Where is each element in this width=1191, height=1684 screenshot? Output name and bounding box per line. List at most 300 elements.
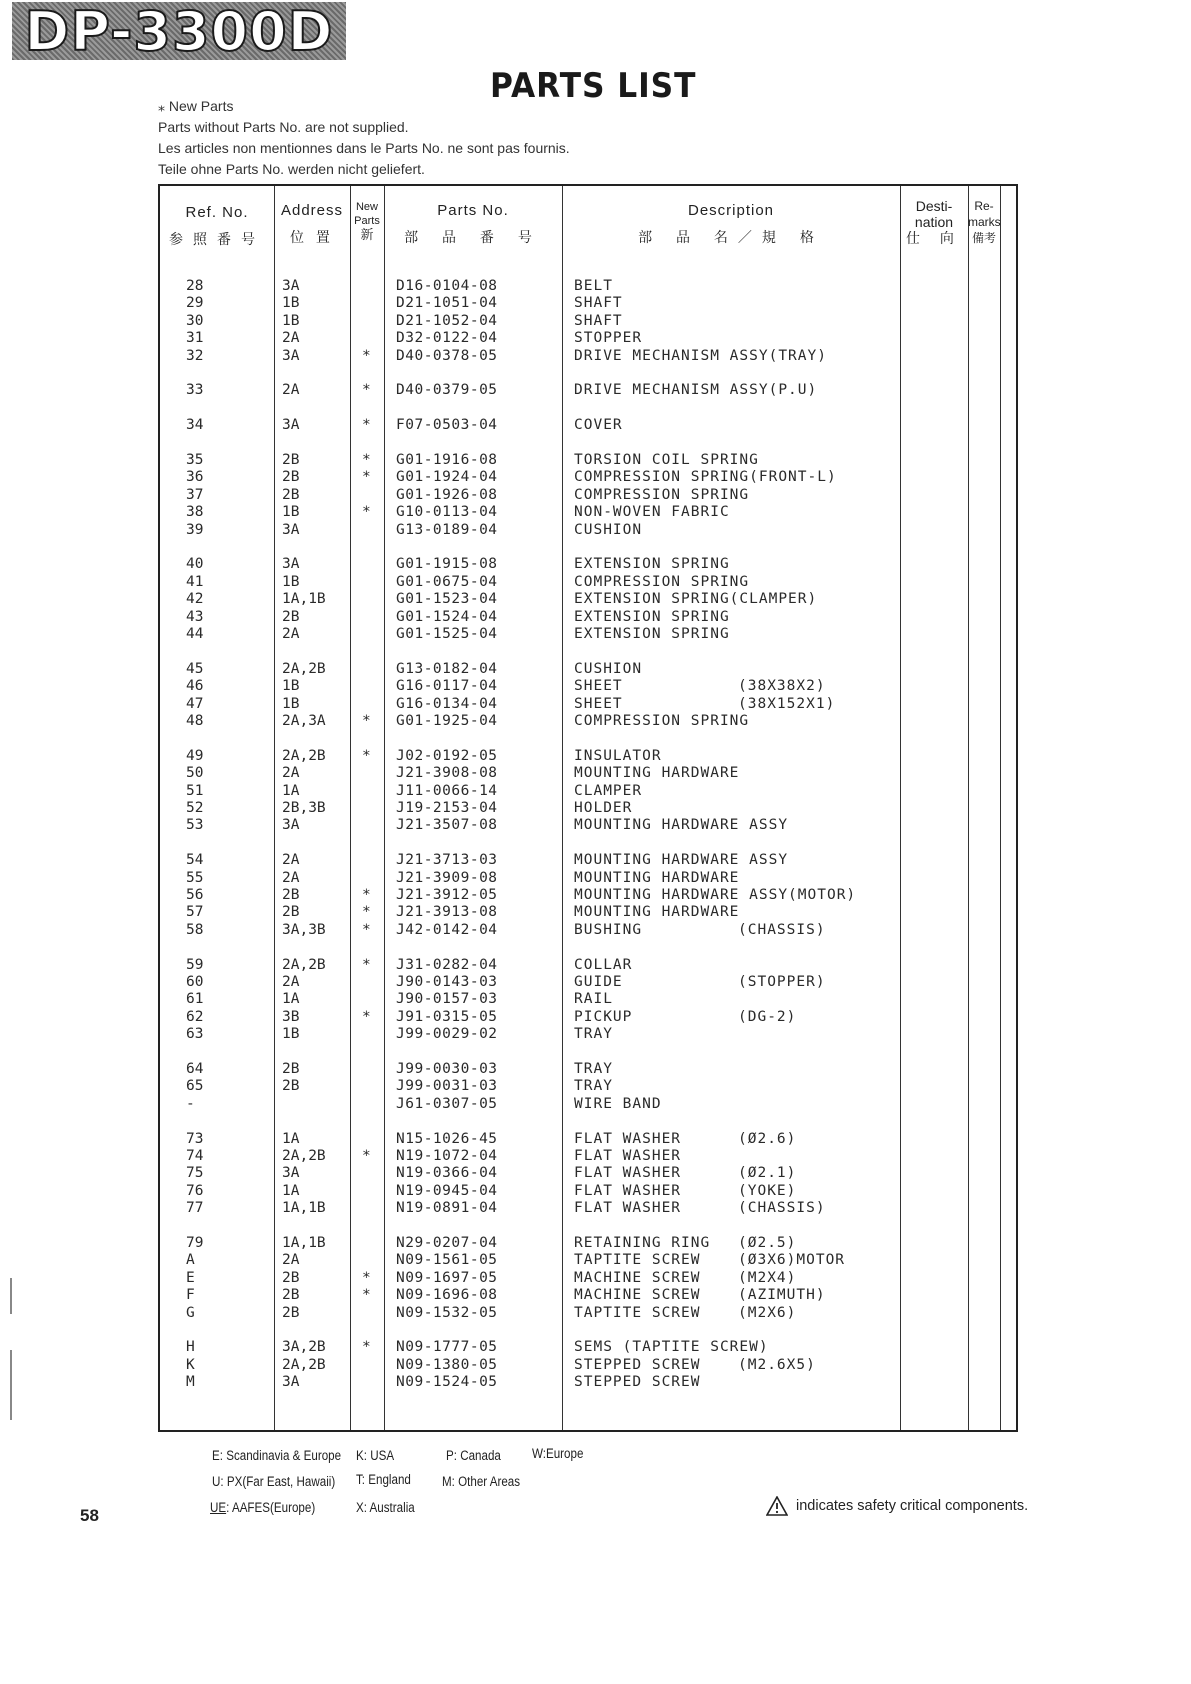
new-parts-cell: * xyxy=(362,921,371,938)
parts-no-cell: J21-3912-05 xyxy=(396,887,498,903)
header-destination: Desti- nation 仕 向 xyxy=(906,198,962,246)
ref-cell: 34 xyxy=(186,417,204,434)
scan-mark xyxy=(10,1278,12,1314)
parts-no-cell: D21-1051-04 xyxy=(396,295,498,312)
description-cell: COVER xyxy=(574,417,623,434)
parts-no-cell: G10-0113-04 xyxy=(396,504,498,521)
parts-no-cell: D16-0104-08 xyxy=(396,278,498,294)
table-row xyxy=(160,609,1016,626)
ref-cell: 62 xyxy=(186,1008,204,1025)
spec-cell: (STOPPER) xyxy=(738,974,826,990)
table-row xyxy=(160,469,1016,486)
ref-cell: 77 xyxy=(186,1200,204,1217)
parts-no-cell: J91-0315-05 xyxy=(396,1008,498,1025)
table-row xyxy=(160,522,1016,539)
description-cell: TAPTITE SCREW xyxy=(574,1304,701,1321)
parts-no-cell: N09-1532-05 xyxy=(396,1304,498,1321)
description-cell: MOUNTING HARDWARE xyxy=(574,765,740,782)
description-cell: MOUNTING HARDWARE ASSY(MOTOR) xyxy=(574,887,857,903)
description-cell: STEPPED SCREW xyxy=(574,1374,701,1391)
parts-no-cell: D32-0122-04 xyxy=(396,330,498,347)
ref-cell: 29 xyxy=(186,295,204,312)
table-row xyxy=(160,748,1016,765)
description-cell: EXTENSION SPRING xyxy=(574,556,730,573)
legend-w: W:Europe xyxy=(532,1446,584,1461)
parts-no-cell: D40-0378-05 xyxy=(396,347,498,364)
description-cell: GUIDE xyxy=(574,974,623,990)
ref-cell: - xyxy=(186,1095,195,1112)
address-cell: 2B xyxy=(282,452,300,468)
address-cell: 2A,2B xyxy=(282,1356,326,1373)
table-row xyxy=(160,626,1016,643)
ref-cell: 36 xyxy=(186,469,204,486)
description-cell: EXTENSION SPRING xyxy=(574,608,730,625)
description-cell: COMPRESSION SPRING xyxy=(574,486,750,503)
address-cell: 3A xyxy=(282,417,300,434)
address-cell: 1A xyxy=(282,1182,300,1199)
table-row xyxy=(160,1305,1016,1322)
description-cell: TRAY xyxy=(574,1026,613,1043)
new-parts-cell: * xyxy=(362,713,371,729)
description-cell: MACHINE SCREW xyxy=(574,1269,701,1286)
ref-cell: 54 xyxy=(186,852,204,869)
table-row xyxy=(160,713,1016,730)
table-row xyxy=(160,1270,1016,1287)
parts-no-cell: G01-1524-04 xyxy=(396,608,498,625)
description-cell: SHAFT xyxy=(574,295,623,312)
table-row xyxy=(160,852,1016,869)
table-row xyxy=(160,1165,1016,1182)
legend-t: T: England xyxy=(356,1472,411,1487)
new-parts-cell: * xyxy=(362,1008,371,1025)
new-parts-cell: * xyxy=(362,956,371,973)
address-cell: 2A,3A xyxy=(282,713,326,729)
ref-cell: M xyxy=(186,1374,195,1391)
new-parts-cell: * xyxy=(362,382,371,399)
description-cell: TAPTITE SCREW xyxy=(574,1252,701,1269)
description-cell: TORSION COIL SPRING xyxy=(574,452,759,468)
address-cell: 2A xyxy=(282,765,300,782)
ref-cell: 57 xyxy=(186,904,204,921)
description-cell: COMPRESSION SPRING(FRONT-L) xyxy=(574,469,837,486)
ref-cell: E xyxy=(186,1269,195,1286)
ref-cell: 79 xyxy=(186,1235,204,1251)
address-cell: 2B,3B xyxy=(282,800,326,816)
parts-no-cell: G01-1525-04 xyxy=(396,626,498,642)
description-cell: MOUNTING HARDWARE ASSY xyxy=(574,817,789,834)
ref-cell: 51 xyxy=(186,782,204,799)
description-cell: BELT xyxy=(574,278,613,294)
legend-p: P: Canada xyxy=(446,1448,501,1463)
description-cell: RETAINING RING xyxy=(574,1235,711,1251)
new-parts-cell: * xyxy=(362,747,371,764)
description-cell: SEMS (TAPTITE SCREW) xyxy=(574,1339,769,1356)
ref-cell: 75 xyxy=(186,1165,204,1182)
address-cell: 2B xyxy=(282,887,300,903)
ref-cell: 28 xyxy=(186,278,204,294)
table-row xyxy=(160,887,1016,904)
header-remarks: Re- marks 備考 xyxy=(968,199,1001,245)
description-cell: RAIL xyxy=(574,991,613,1008)
ref-cell: 42 xyxy=(186,591,204,608)
spec-cell: (Ø2.5) xyxy=(738,1235,797,1251)
address-cell: 1B xyxy=(282,573,300,590)
description-cell: FLAT WASHER xyxy=(574,1130,682,1147)
description-cell: MOUNTING HARDWARE xyxy=(574,904,740,921)
table-row xyxy=(160,278,1016,295)
address-cell: 3A xyxy=(282,1165,300,1182)
address-cell: 1B xyxy=(282,504,300,521)
parts-no-cell: G13-0189-04 xyxy=(396,521,498,538)
description-cell: MOUNTING HARDWARE ASSY xyxy=(574,852,789,869)
model-badge xyxy=(12,0,346,63)
parts-no-cell: G16-0134-04 xyxy=(396,695,498,712)
description-cell: INSULATOR xyxy=(574,747,662,764)
address-cell: 3B xyxy=(282,1008,300,1025)
ref-cell: 56 xyxy=(186,887,204,903)
parts-no-cell: J21-3913-08 xyxy=(396,904,498,921)
note-fr: Les articles non mentionnes dans le Parts No. ne sont pas fournis. xyxy=(158,140,570,156)
parts-no-cell: N09-1561-05 xyxy=(396,1252,498,1269)
ref-cell: 30 xyxy=(186,312,204,329)
description-cell: SHAFT xyxy=(574,312,623,329)
table-row xyxy=(160,1235,1016,1252)
parts-no-cell: N29-0207-04 xyxy=(396,1235,498,1251)
notes xyxy=(158,96,570,180)
table-row xyxy=(160,922,1016,939)
ref-cell: 40 xyxy=(186,556,204,573)
address-cell: 2A,2B xyxy=(282,747,326,764)
parts-no-cell: N09-1697-05 xyxy=(396,1269,498,1286)
parts-no-cell: J21-3507-08 xyxy=(396,817,498,834)
description-cell: FLAT WASHER xyxy=(574,1165,682,1182)
description-cell: NON-WOVEN FABRIC xyxy=(574,504,730,521)
table-row xyxy=(160,1357,1016,1374)
parts-no-cell: N09-1524-05 xyxy=(396,1374,498,1391)
legend-x: X: Australia xyxy=(356,1500,415,1515)
ref-cell: 53 xyxy=(186,817,204,834)
new-parts-cell: * xyxy=(362,887,371,903)
address-cell: 3A,2B xyxy=(282,1339,326,1356)
ref-cell: 55 xyxy=(186,869,204,886)
address-cell: 1A,1B xyxy=(282,1235,326,1251)
parts-no-cell: J21-3908-08 xyxy=(396,765,498,782)
parts-no-cell: N09-1380-05 xyxy=(396,1356,498,1373)
parts-no-cell: J11-0066-14 xyxy=(396,782,498,799)
table-row xyxy=(160,330,1016,347)
address-cell: 2B xyxy=(282,904,300,921)
parts-no-cell: G13-0182-04 xyxy=(396,660,498,677)
parts-table xyxy=(158,184,1018,1432)
safety-text: indicates safety critical components. xyxy=(796,1498,1029,1514)
address-cell: 3A xyxy=(282,556,300,573)
description-cell: EXTENSION SPRING(CLAMPER) xyxy=(574,591,818,608)
description-cell: STOPPER xyxy=(574,330,643,347)
address-cell: 2A xyxy=(282,869,300,886)
ref-cell: 52 xyxy=(186,800,204,816)
ref-cell: 41 xyxy=(186,573,204,590)
address-cell: 2A,2B xyxy=(282,660,326,677)
table-row xyxy=(160,974,1016,991)
table-row xyxy=(160,1287,1016,1304)
legend-m: M: Other Areas xyxy=(442,1474,521,1489)
ref-cell: 49 xyxy=(186,747,204,764)
description-cell: EXTENSION SPRING xyxy=(574,626,730,642)
description-cell: CUSHION xyxy=(574,521,643,538)
parts-no-cell: G01-1523-04 xyxy=(396,591,498,608)
parts-no-cell: G01-0675-04 xyxy=(396,573,498,590)
address-cell: 2A xyxy=(282,626,300,642)
new-parts-cell: * xyxy=(362,1269,371,1286)
ref-cell: 31 xyxy=(186,330,204,347)
description-cell: PICKUP xyxy=(574,1008,633,1025)
address-cell: 2A xyxy=(282,382,300,399)
new-parts-cell: * xyxy=(362,417,371,434)
table-row xyxy=(160,800,1016,817)
spec-cell: (M2X4) xyxy=(738,1269,797,1286)
ref-cell: 35 xyxy=(186,452,204,468)
spec-cell: (Ø2.6) xyxy=(738,1130,797,1147)
parts-no-cell: G01-1916-08 xyxy=(396,452,498,468)
table-row xyxy=(160,417,1016,434)
table-row xyxy=(160,991,1016,1008)
parts-no-cell: N09-1777-05 xyxy=(396,1339,498,1356)
description-cell: DRIVE MECHANISM ASSY(TRAY) xyxy=(574,347,827,364)
spec-cell: (CHASSIS) xyxy=(738,1200,826,1217)
address-cell: 1B xyxy=(282,312,300,329)
ref-cell: 39 xyxy=(186,521,204,538)
parts-no-cell: J42-0142-04 xyxy=(396,921,498,938)
table-row xyxy=(160,696,1016,713)
new-parts-cell: * xyxy=(362,347,371,364)
ref-cell: 50 xyxy=(186,765,204,782)
table-row xyxy=(160,783,1016,800)
ref-cell: 73 xyxy=(186,1130,204,1147)
address-cell: 2B xyxy=(282,1078,300,1095)
ref-cell: 45 xyxy=(186,660,204,677)
address-cell: 2A,2B xyxy=(282,1148,326,1164)
address-cell: 2A xyxy=(282,330,300,347)
parts-no-cell: N09-1696-08 xyxy=(396,1287,498,1304)
new-parts-cell: * xyxy=(362,1148,371,1164)
table-row xyxy=(160,904,1016,921)
ref-cell: 44 xyxy=(186,626,204,642)
address-cell: 1B xyxy=(282,695,300,712)
parts-no-cell: J61-0307-05 xyxy=(396,1095,498,1112)
spec-cell: (M2.6X5) xyxy=(738,1356,816,1373)
description-cell: DRIVE MECHANISM ASSY(P.U) xyxy=(574,382,818,399)
header-new-parts: New Parts 新 xyxy=(354,201,380,242)
parts-no-cell: G01-1926-08 xyxy=(396,486,498,503)
ref-cell: 65 xyxy=(186,1078,204,1095)
description-cell: TRAY xyxy=(574,1078,613,1095)
table-row xyxy=(160,1200,1016,1217)
new-parts-cell: * xyxy=(362,452,371,468)
spec-cell: (AZIMUTH) xyxy=(738,1287,826,1304)
note-en: Parts without Parts No. are not supplied. xyxy=(158,119,409,135)
address-cell: 2A xyxy=(282,974,300,990)
address-cell: 3A xyxy=(282,278,300,294)
page-number: 58 xyxy=(80,1506,99,1525)
ref-cell: 43 xyxy=(186,608,204,625)
ref-cell: 46 xyxy=(186,678,204,695)
address-cell: 2B xyxy=(282,1061,300,1077)
model-name: DP-3300D xyxy=(24,0,334,63)
address-cell: 1A xyxy=(282,1130,300,1147)
table-row xyxy=(160,678,1016,695)
parts-no-cell: D21-1052-04 xyxy=(396,312,498,329)
address-cell: 1A,1B xyxy=(282,591,326,608)
parts-no-cell: N19-0891-04 xyxy=(396,1200,498,1217)
description-cell: HOLDER xyxy=(574,800,633,816)
table-row xyxy=(160,313,1016,330)
table-row xyxy=(160,870,1016,887)
description-cell: COMPRESSION SPRING xyxy=(574,713,750,729)
ref-cell: 60 xyxy=(186,974,204,990)
spec-cell: (YOKE) xyxy=(738,1182,797,1199)
ref-cell: 58 xyxy=(186,921,204,938)
parts-no-cell: N19-0366-04 xyxy=(396,1165,498,1182)
parts-no-cell: D40-0379-05 xyxy=(396,382,498,399)
table-row xyxy=(160,295,1016,312)
parts-no-cell: F07-0503-04 xyxy=(396,417,498,434)
ref-cell: 76 xyxy=(186,1182,204,1199)
address-cell: 2B xyxy=(282,486,300,503)
description-cell: MACHINE SCREW xyxy=(574,1287,701,1304)
spec-cell: (Ø3X6)MOTOR xyxy=(738,1252,846,1269)
ref-cell: 48 xyxy=(186,713,204,729)
address-cell: 2A xyxy=(282,1252,300,1269)
new-parts-cell: * xyxy=(362,904,371,921)
parts-no-cell: J99-0029-02 xyxy=(396,1026,498,1043)
note-de: Teile ohne Parts No. werden nicht geliefert. xyxy=(158,161,425,177)
note-new-parts: ⁎ New Parts xyxy=(158,98,234,114)
address-cell: 2A,2B xyxy=(282,956,326,973)
ref-cell: 59 xyxy=(186,956,204,973)
new-parts-cell: * xyxy=(362,1287,371,1304)
table-row xyxy=(160,1026,1016,1043)
address-cell: 1B xyxy=(282,678,300,695)
address-cell: 3A xyxy=(282,817,300,834)
spec-cell: (DG-2) xyxy=(738,1008,797,1025)
table-row xyxy=(160,765,1016,782)
ref-cell: 37 xyxy=(186,486,204,503)
parts-no-cell: J02-0192-05 xyxy=(396,747,498,764)
table-row xyxy=(160,348,1016,365)
table-row xyxy=(160,487,1016,504)
parts-no-cell: J21-3713-03 xyxy=(396,852,498,869)
table-row xyxy=(160,1148,1016,1165)
ref-cell: G xyxy=(186,1304,195,1321)
parts-no-cell: G01-1925-04 xyxy=(396,713,498,729)
header-address: Address 位 置 xyxy=(280,202,344,245)
new-parts-cell: * xyxy=(362,1339,371,1356)
parts-no-cell: J31-0282-04 xyxy=(396,956,498,973)
ref-cell: 32 xyxy=(186,347,204,364)
address-cell: 2B xyxy=(282,608,300,625)
legend-k: K: USA xyxy=(356,1448,395,1463)
parts-no-cell: J19-2153-04 xyxy=(396,800,498,816)
parts-no-cell: J99-0030-03 xyxy=(396,1061,498,1077)
description-cell: STEPPED SCREW xyxy=(574,1356,701,1373)
description-cell: BUSHING xyxy=(574,921,643,938)
table-row xyxy=(160,1339,1016,1356)
description-cell: WIRE BAND xyxy=(574,1095,662,1112)
parts-no-cell: G16-0117-04 xyxy=(396,678,498,695)
ref-cell: 33 xyxy=(186,382,204,399)
description-cell: MOUNTING HARDWARE xyxy=(574,869,740,886)
address-cell: 1B xyxy=(282,295,300,312)
ref-cell: A xyxy=(186,1252,195,1269)
table-row xyxy=(160,1374,1016,1391)
address-cell: 3A xyxy=(282,1374,300,1391)
table-row xyxy=(160,1131,1016,1148)
ref-cell: 64 xyxy=(186,1061,204,1077)
spec-cell: (Ø2.1) xyxy=(738,1165,797,1182)
table-row xyxy=(160,1096,1016,1113)
spec-cell: (M2X6) xyxy=(738,1304,797,1321)
description-cell: CLAMPER xyxy=(574,782,643,799)
safety-note xyxy=(766,1496,1028,1516)
address-cell: 2A xyxy=(282,852,300,869)
parts-no-cell: J90-0143-03 xyxy=(396,974,498,990)
description-cell: CUSHION xyxy=(574,660,643,677)
spec-cell: (38X152X1) xyxy=(738,695,836,712)
parts-no-cell: G01-1924-04 xyxy=(396,469,498,486)
parts-no-cell: N19-0945-04 xyxy=(396,1182,498,1199)
table-row xyxy=(160,1061,1016,1078)
address-cell: 3A xyxy=(282,521,300,538)
ref-cell: 63 xyxy=(186,1026,204,1043)
header-ref: Ref. No. 参照番号 xyxy=(169,204,265,247)
parts-no-cell: J21-3909-08 xyxy=(396,869,498,886)
ref-cell: 61 xyxy=(186,991,204,1008)
parts-no-cell: J90-0157-03 xyxy=(396,991,498,1008)
legend-e: E: Scandinavia & Europe xyxy=(212,1448,342,1463)
header-description: Description 部 品 名／規 格 xyxy=(638,202,824,245)
parts-no-cell: J99-0031-03 xyxy=(396,1078,498,1095)
ref-cell: K xyxy=(186,1356,195,1373)
warning-triangle-icon xyxy=(766,1496,788,1516)
ref-cell: 74 xyxy=(186,1148,204,1164)
address-cell: 1A xyxy=(282,782,300,799)
spec-cell: (CHASSIS) xyxy=(738,921,826,938)
parts-no-cell: N19-1072-04 xyxy=(396,1148,498,1164)
parts-no-cell: N15-1026-45 xyxy=(396,1130,498,1147)
table-row xyxy=(160,1078,1016,1095)
description-cell: FLAT WASHER xyxy=(574,1148,682,1164)
address-cell: 2B xyxy=(282,1304,300,1321)
table-row xyxy=(160,452,1016,469)
new-parts-cell: * xyxy=(362,469,371,486)
ref-cell: 38 xyxy=(186,504,204,521)
description-cell: TRAY xyxy=(574,1061,613,1077)
table-row xyxy=(160,504,1016,521)
table-row xyxy=(160,957,1016,974)
scan-mark xyxy=(10,1350,12,1420)
address-cell: 1A xyxy=(282,991,300,1008)
address-cell: 2B xyxy=(282,1287,300,1304)
legend-ue: UE: AAFES(Europe) xyxy=(210,1500,316,1515)
address-cell: 2B xyxy=(282,469,300,486)
table-row xyxy=(160,817,1016,834)
ref-cell: 47 xyxy=(186,695,204,712)
table-row xyxy=(160,574,1016,591)
address-cell: 1A,1B xyxy=(282,1200,326,1217)
address-cell: 1B xyxy=(282,1026,300,1043)
legend-u: U: PX(Far East, Hawaii) xyxy=(212,1474,336,1489)
new-parts-cell: * xyxy=(362,504,371,521)
